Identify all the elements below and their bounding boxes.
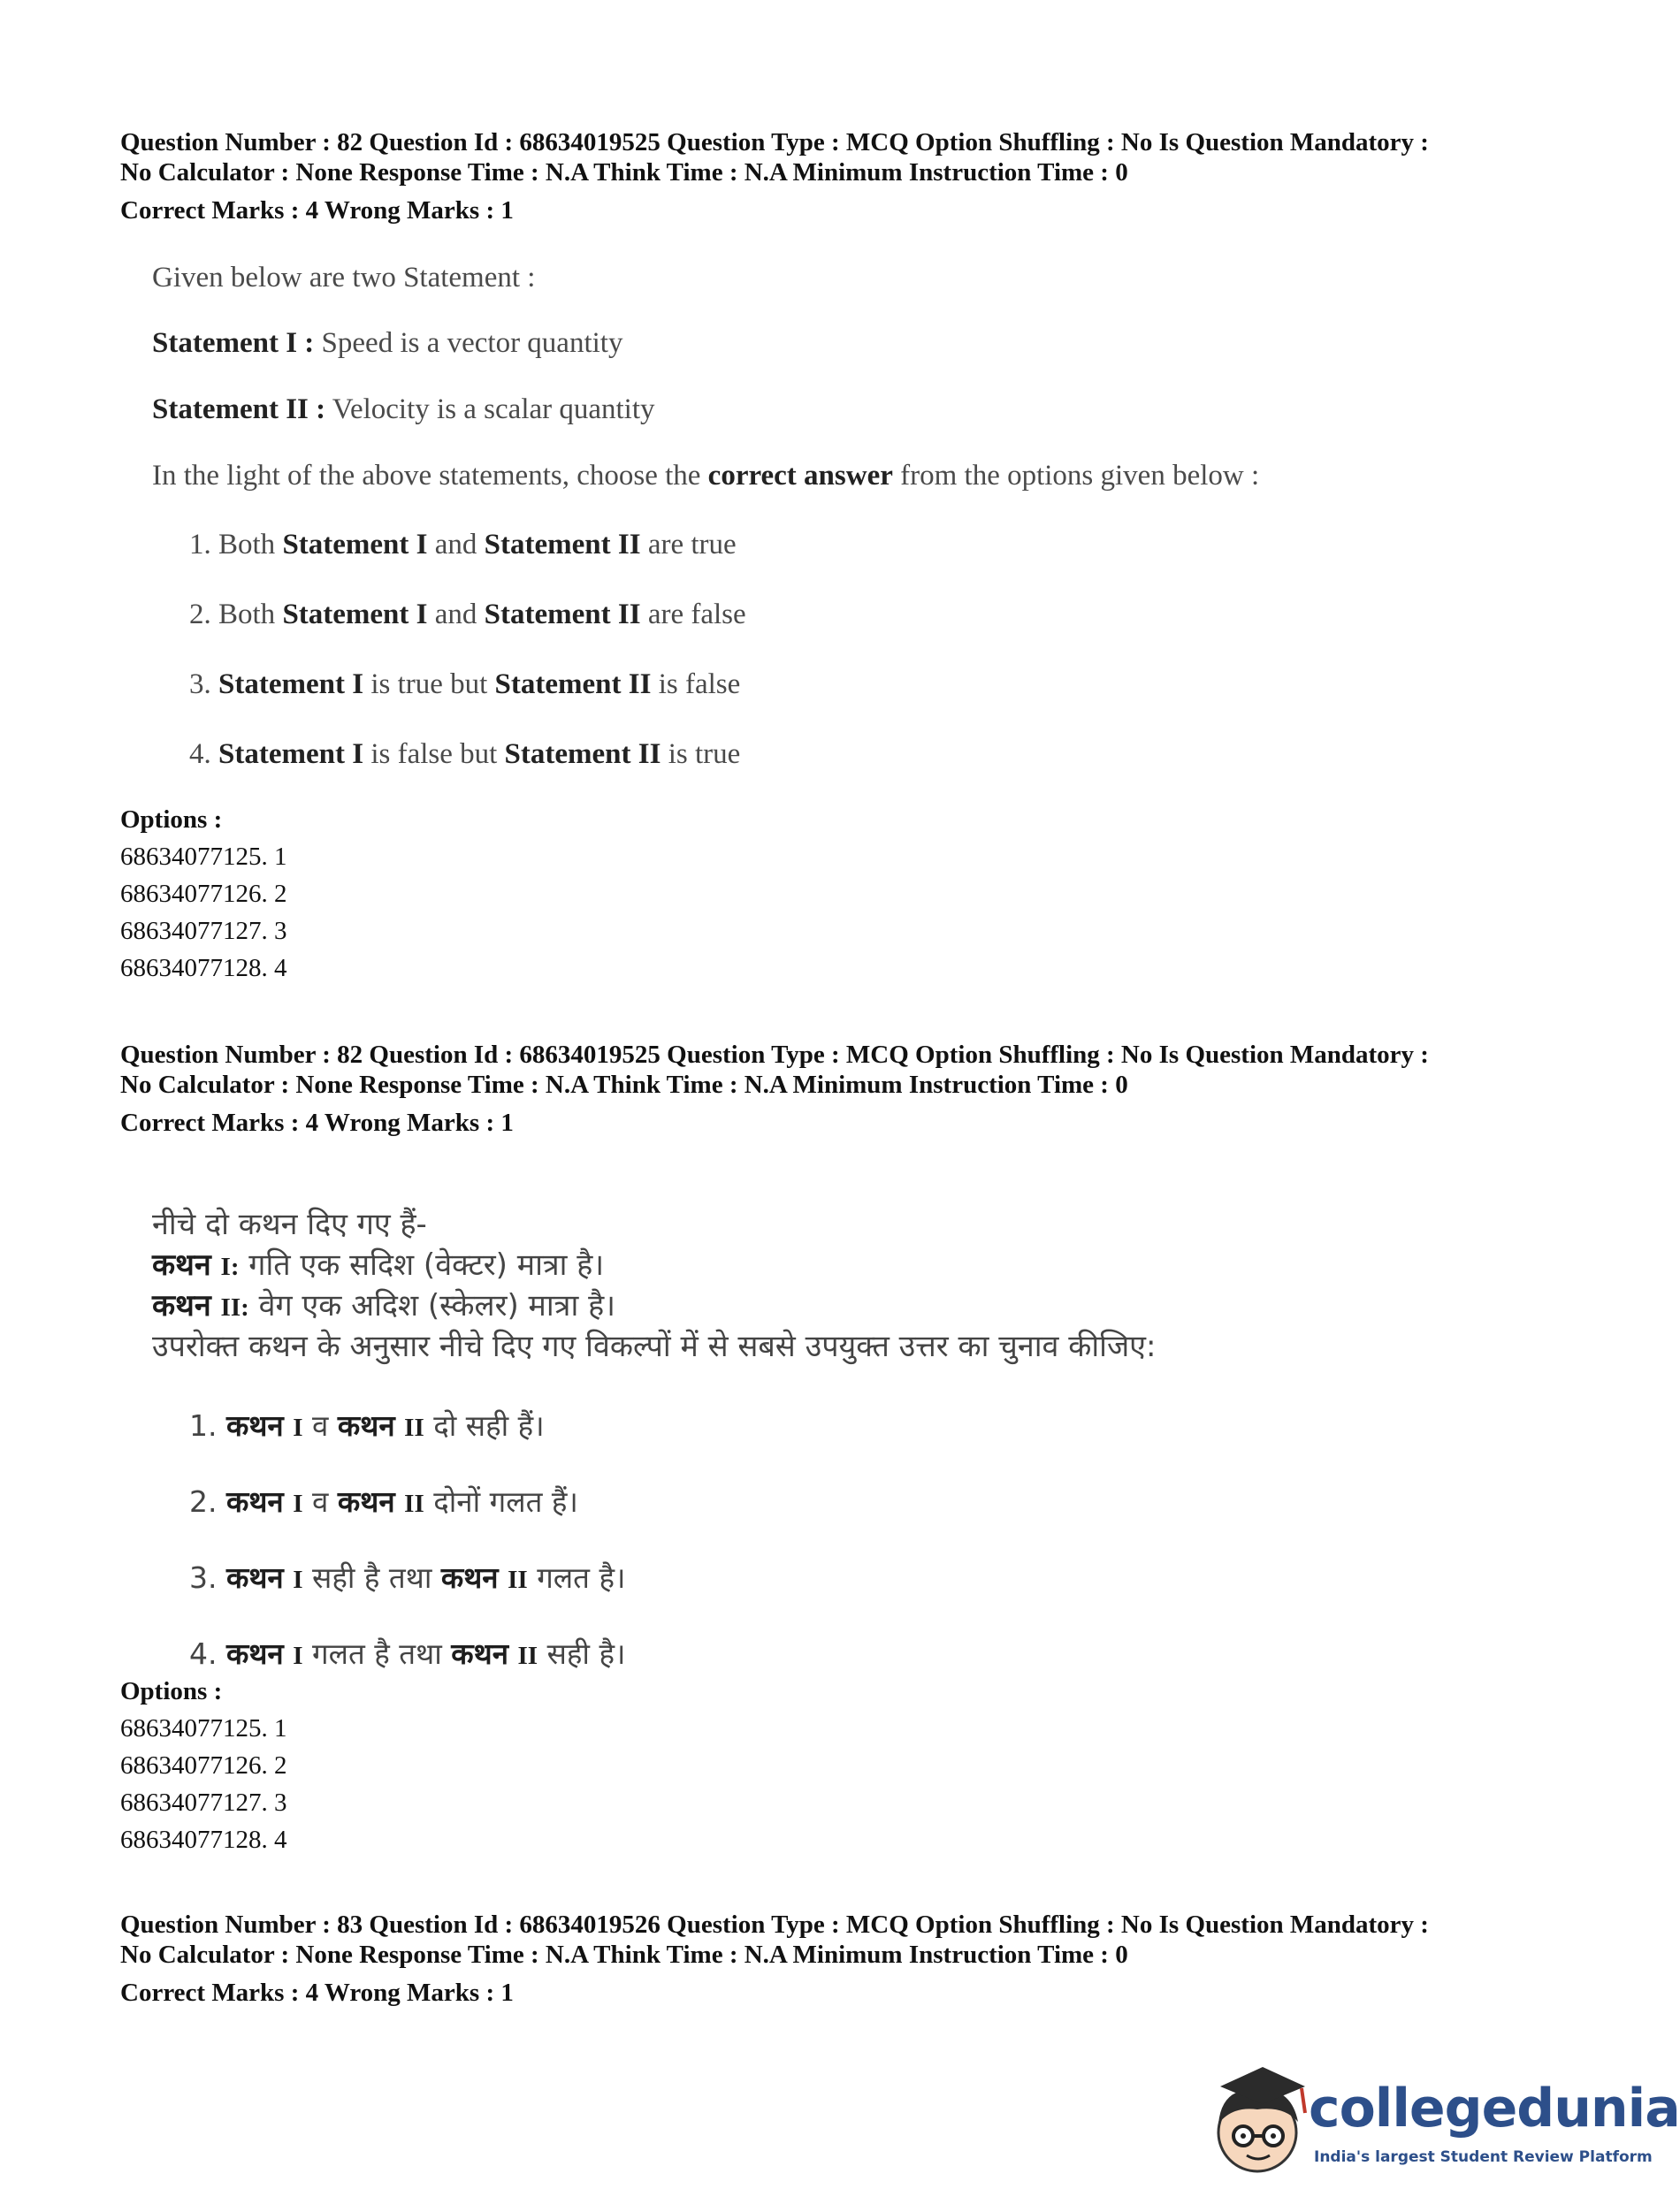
option-item: 68634077126. 2: [120, 1751, 287, 1780]
choice-3: 3. Statement I is true but Statement II is false: [189, 668, 741, 700]
options-list: [120, 1673, 287, 1858]
question-intro: Given below are two Statement :: [152, 262, 536, 294]
option-item: 68634077128. 4: [120, 1826, 287, 1854]
option-item: 68634077128. 4: [120, 954, 287, 982]
brand-tagline: India's largest Student Review Platform: [1314, 2148, 1653, 2166]
statement-1: Statement I : Speed is a vector quantity: [152, 327, 623, 359]
choice-2: 2. कथन I व कथन II दोनों गलत हैं।: [189, 1484, 578, 1519]
choice-4: 4. कथन I गलत है तथा कथन II सही है।: [189, 1636, 626, 1671]
statement-2: कथन II: वेग एक अदिश (स्केलर) मात्रा है।: [152, 1288, 616, 1323]
choice-3: 3. कथन I सही है तथा कथन II गलत है।: [189, 1560, 626, 1595]
options-list: [120, 801, 287, 987]
mascot-icon: [1203, 2060, 1317, 2184]
option-item: 68634077125. 1: [120, 1714, 287, 1743]
statement-2: Statement II : Velocity is a scalar quantity: [152, 393, 655, 425]
choice-1: 1. Both Statement I and Statement II are true: [189, 529, 737, 561]
question-intro: नीचे दो कथन दिए गए हैं-: [152, 1207, 427, 1242]
marks-line: Correct Marks : 4 Wrong Marks : 1: [120, 1109, 514, 1137]
statement-1: कथन I: गति एक सदिश (वेक्टर) मात्रा है।: [152, 1247, 605, 1283]
choice-2: 2. Both Statement I and Statement II are false: [189, 599, 746, 630]
collegedunia-logo: [1203, 2060, 1680, 2184]
marks-line: Correct Marks : 4 Wrong Marks : 1: [120, 1979, 514, 2007]
question-instruction: In the light of the above statements, choose the correct answer from the options given below :: [152, 460, 1260, 492]
options-header: Options :: [120, 1677, 223, 1705]
marks-line: Correct Marks : 4 Wrong Marks : 1: [120, 196, 514, 225]
option-item: 68634077125. 1: [120, 843, 287, 871]
option-item: 68634077127. 3: [120, 917, 287, 945]
question-meta-82-en: Question Number : 82 Question Id : 68634019525 Question Type : MCQ Option Shuffling : No Is Question Mandatory : No Calculator : None Response Time : N.A Think Time : N.A Minimum Instruction Time : 0: [120, 128, 1429, 187]
option-item: 68634077127. 3: [120, 1789, 287, 1817]
options-header: Options :: [120, 805, 223, 834]
option-item: 68634077126. 2: [120, 880, 287, 908]
brand-name: collegedunia: [1309, 2078, 1680, 2139]
question-meta-82-hi: Question Number : 82 Question Id : 68634019525 Question Type : MCQ Option Shuffling : No Is Question Mandatory : No Calculator : None Response Time : N.A Think Time : N.A Minimum Instruction Time : 0: [120, 1041, 1429, 1099]
choice-4: 4. Statement I is false but Statement II is true: [189, 738, 741, 770]
choice-1: 1. कथन I व कथन II दो सही हैं।: [189, 1408, 545, 1443]
question-instruction: उपरोक्त कथन के अनुसार नीचे दिए गए विकल्पों में से सबसे उपयुक्त उत्तर का चुनाव कीजिए:: [152, 1329, 1157, 1364]
question-meta-83: Question Number : 83 Question Id : 68634019526 Question Type : MCQ Option Shuffling : No Is Question Mandatory : No Calculator : None Response Time : N.A Think Time : N.A Minimum Instruction Time : 0: [120, 1911, 1429, 1969]
